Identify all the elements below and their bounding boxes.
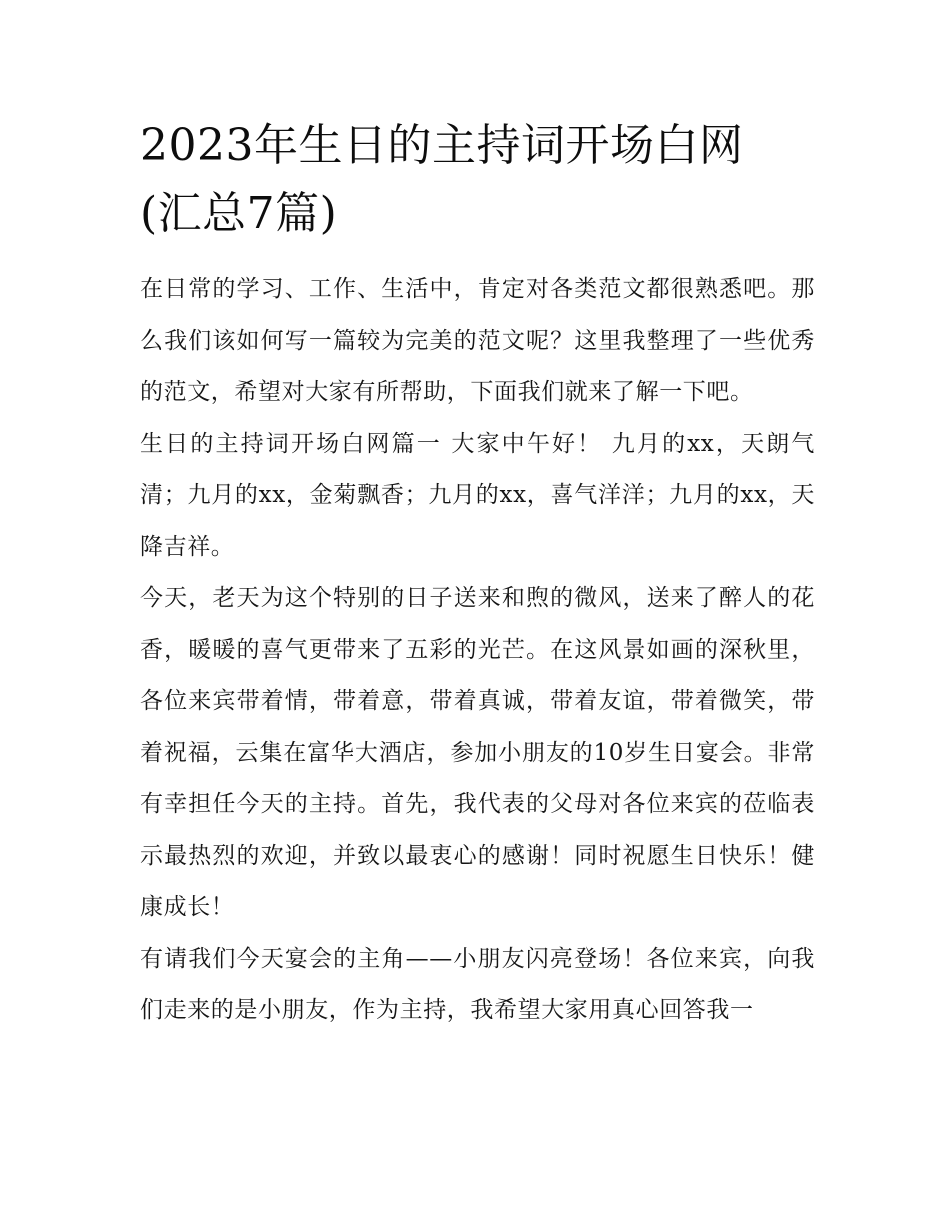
paragraph-opening: 生日的主持词开场白网篇一 大家中午好！ 九月的xx，天朗气清；九月的xx，金菊飘香；九月的xx，喜气洋洋；九月的xx，天降吉祥。 — [140, 430, 815, 560]
title-line-1: 2023年生日的主持词开场白网 — [140, 120, 744, 171]
paragraph-intro: 在日常的学习、工作、生活中，肯定对各类范文都很熟悉吧。那么我们该如何写一篇较为完美的范文呢？这里我整理了一些优秀的范文，希望对大家有所帮助，下面我们就来了解一下吧。 — [140, 276, 815, 405]
document-title — [140, 112, 815, 248]
document-content — [140, 112, 815, 1037]
paragraph-welcome: 今天，老天为这个特别的日子送来和煦的微风，送来了醉人的花香，暖暖的喜气更带来了五彩的光芒。在这风景如画的深秋里，各位来宾带着情，带着意，带着真诚，带着友谊，带着微笑，带着祝福，云集在富华大酒店，参加小朋友的10岁生日宴会。非常有幸担任今天的主持。首先，我代表的父母对各位来宾的莅临表示最热烈的欢迎，并致以最衷心的感谢！同时祝愿生日快乐！健康成长！ — [140, 585, 815, 920]
paragraph-invitation: 有请我们今天宴会的主角——小朋友闪亮登场！各位来宾，向我们走来的是小朋友，作为主持，我希望大家用真心回答我一 — [140, 945, 815, 1023]
document-body — [140, 264, 815, 1037]
title-line-2: (汇总7篇) — [140, 188, 338, 239]
